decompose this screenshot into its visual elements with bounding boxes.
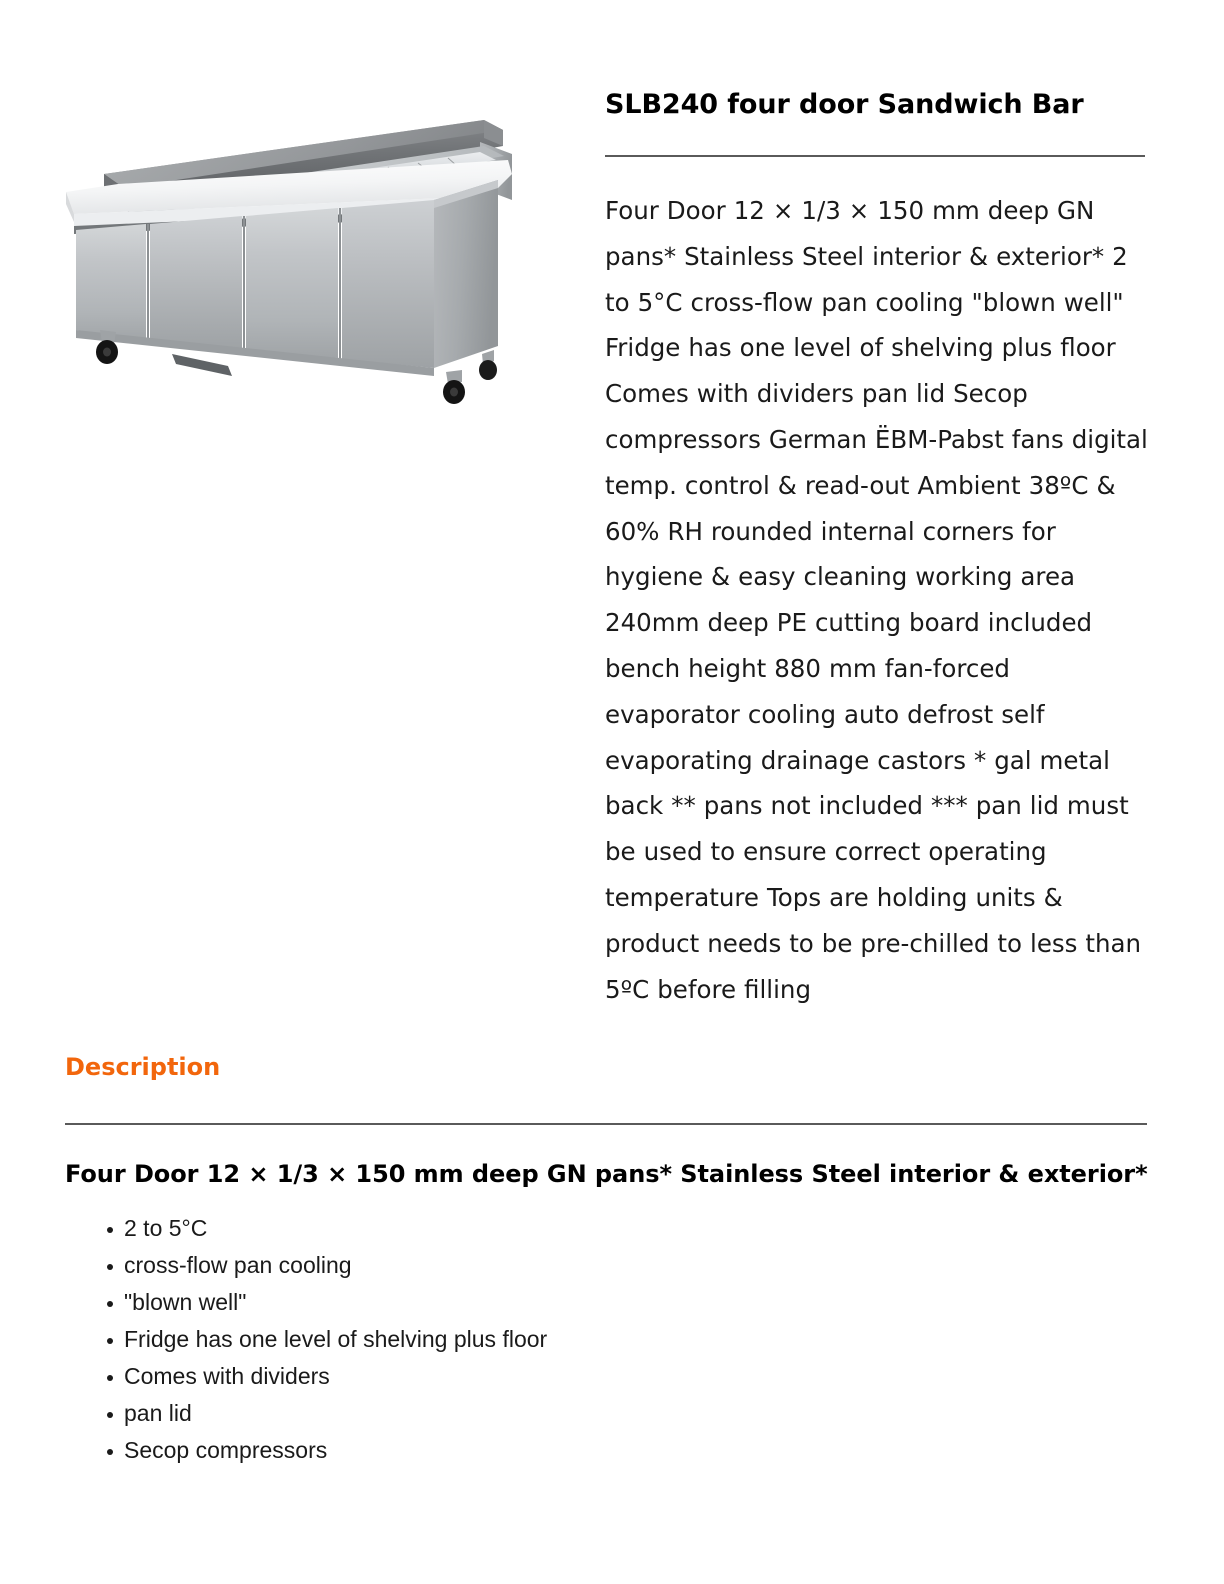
spec-list — [65, 1210, 1147, 1469]
product-detail-column — [605, 88, 1150, 1012]
door-2 — [150, 216, 242, 350]
drain-outlet — [172, 354, 232, 376]
description-section — [65, 1052, 1147, 1469]
list-item: Comes with dividers — [65, 1358, 1147, 1395]
cabinet-side-panel — [434, 180, 498, 368]
castor-front-right — [443, 370, 465, 404]
description-divider — [65, 1123, 1147, 1125]
product-summary-text: Four Door 12 × 1/3 × 150 mm deep GN pans* Stainless Steel interior & exterior* 2 to 5°C cross-flow pan cooling "blown well" Fridge has one level of shelving plus floor Comes with dividers pan lid Secop compressors German ËBM-Pabst fans digital temp. control & read-out Ambient 38ºC & 60% RH rounded internal corners for hygiene & easy cleaning working area 240mm deep PE cutting board included bench height 880 mm fan-forced evaporator cooling auto defrost self evaporating drainage castors * gal metal back ** pans not included *** pan lid must be used to ensure correct operating temperature Tops are holding units & product needs to be pre-chilled to less than 5ºC before filling — [605, 196, 1148, 1004]
list-item: Fridge has one level of shelving plus floor — [65, 1321, 1147, 1358]
title-divider — [605, 155, 1145, 157]
page-title: SLB240 four door Sandwich Bar — [605, 89, 1084, 120]
product-image — [60, 118, 532, 458]
door-3 — [246, 208, 338, 358]
list-item: pan lid — [65, 1395, 1147, 1432]
door-4 — [342, 200, 434, 368]
castor-rear-right — [479, 350, 497, 380]
list-item: 2 to 5°C — [65, 1210, 1147, 1247]
door-1 — [76, 224, 146, 342]
list-item: cross-flow pan cooling — [65, 1247, 1147, 1284]
list-item: Secop compressors — [65, 1432, 1147, 1469]
description-heading: Description — [65, 1053, 221, 1081]
sandwich-bar-illustration — [60, 118, 532, 458]
list-item: "blown well" — [65, 1284, 1147, 1321]
spec-headline: Four Door 12 × 1/3 × 150 mm deep GN pans* Stainless Steel interior & exterior* — [65, 1160, 1148, 1188]
